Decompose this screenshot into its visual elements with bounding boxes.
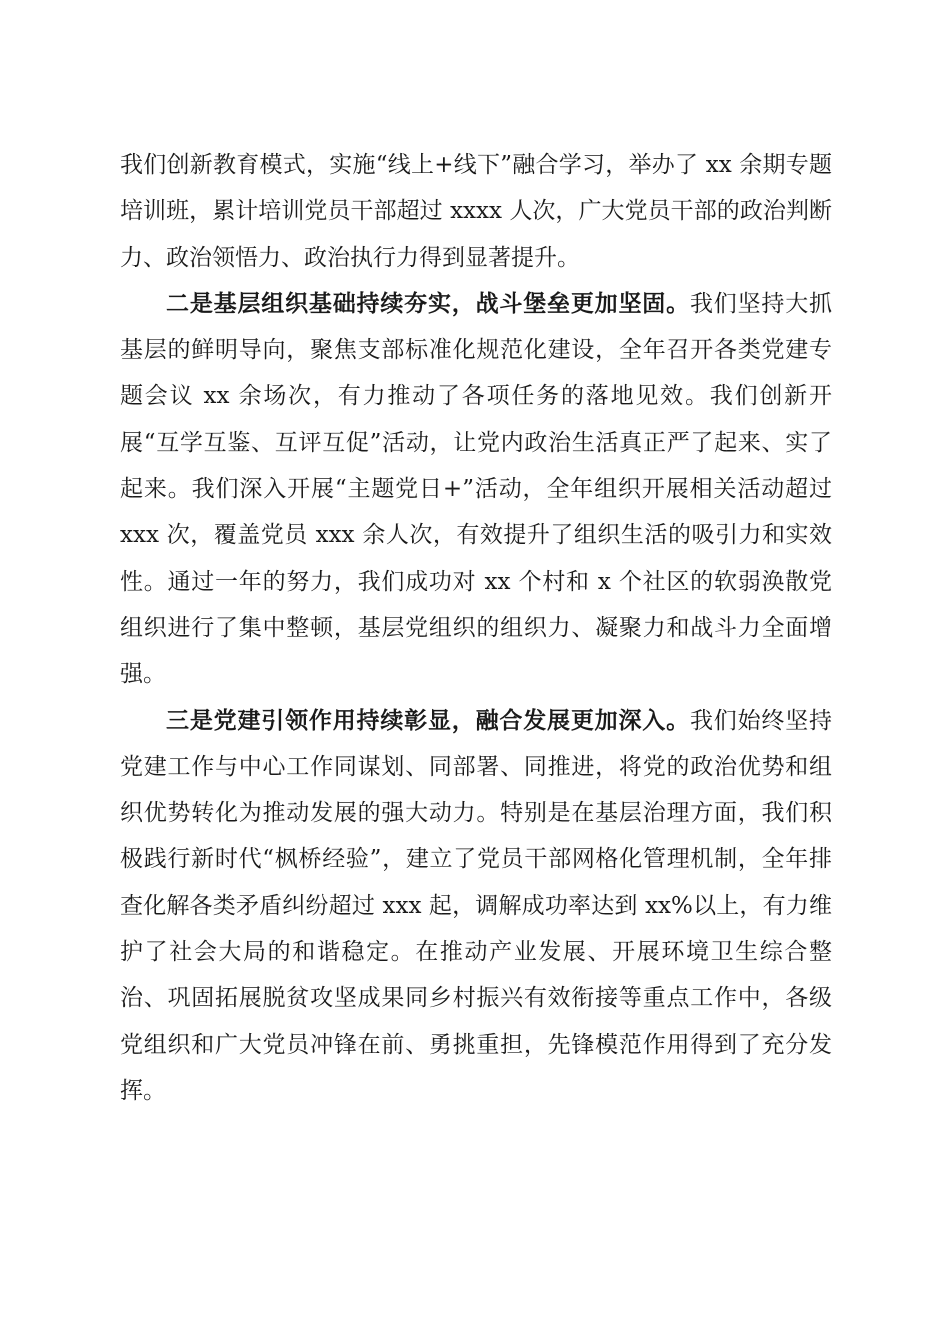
paragraph-text: 我们创新教育模式，实施“线上+线下”融合学习，举办了 xx 余期专题培训班，累计培训党员干部超过 xxxx 人次，广大党员干部的政治判断力、政治领悟力、政治执行力得到显著提升。 [120,152,832,271]
paragraph-grassroots-organization [120,281,832,698]
paragraph-text: 我们始终坚持党建工作与中心工作同谋划、同部署、同推进，将党的政治优势和组织优势转化为推动发展的强大动力。特别是在基层治理方面，我们积极践行新时代“枫桥经验”，建立了党员干部网格化管理机制，全年排查化解各类矛盾纠纷超过 xxx 起，调解成功率达到 xx%以上，有力维护了社会大局的和谐稳定。在推动产业发展、开展环境卫生综合整治、巩固拓展脱贫攻坚成果同乡村振兴有效衔接等重点工作中，各级党组织和广大党员冲锋在前、勇挑重担，先锋模范作用得到了充分发挥。 [120,707,833,1104]
paragraph-lead-heading: 三是党建引领作用持续彰显，融合发展更加深入。 [166,706,690,734]
paragraph-continuation [120,142,832,281]
paragraph-lead-heading: 二是基层组织基础持续夯实，战斗堡垒更加坚固。 [166,289,690,317]
paragraph-text: 我们坚持大抓基层的鲜明导向，聚焦支部标准化规范化建设，全年召开各类党建专题会议 xx 余场次，有力推动了各项任务的落地见效。我们创新开展“互学互鉴、互评互促”活动，让党内政治生活真正严了起来、实了起来。我们深入开展“主题党日+”活动，全年组织开展相关活动超过 xxx 次，覆盖党员 xxx 余人次，有效提升了组织生活的吸引力和实效性。通过一年的努力，我们成功对 xx 个村和 x 个社区的软弱涣散党组织进行了集中整顿，基层党组织的组织力、凝聚力和战斗力全面增强。 [120,290,833,688]
document-body [120,142,832,1114]
paragraph-party-leadership [120,698,832,1115]
